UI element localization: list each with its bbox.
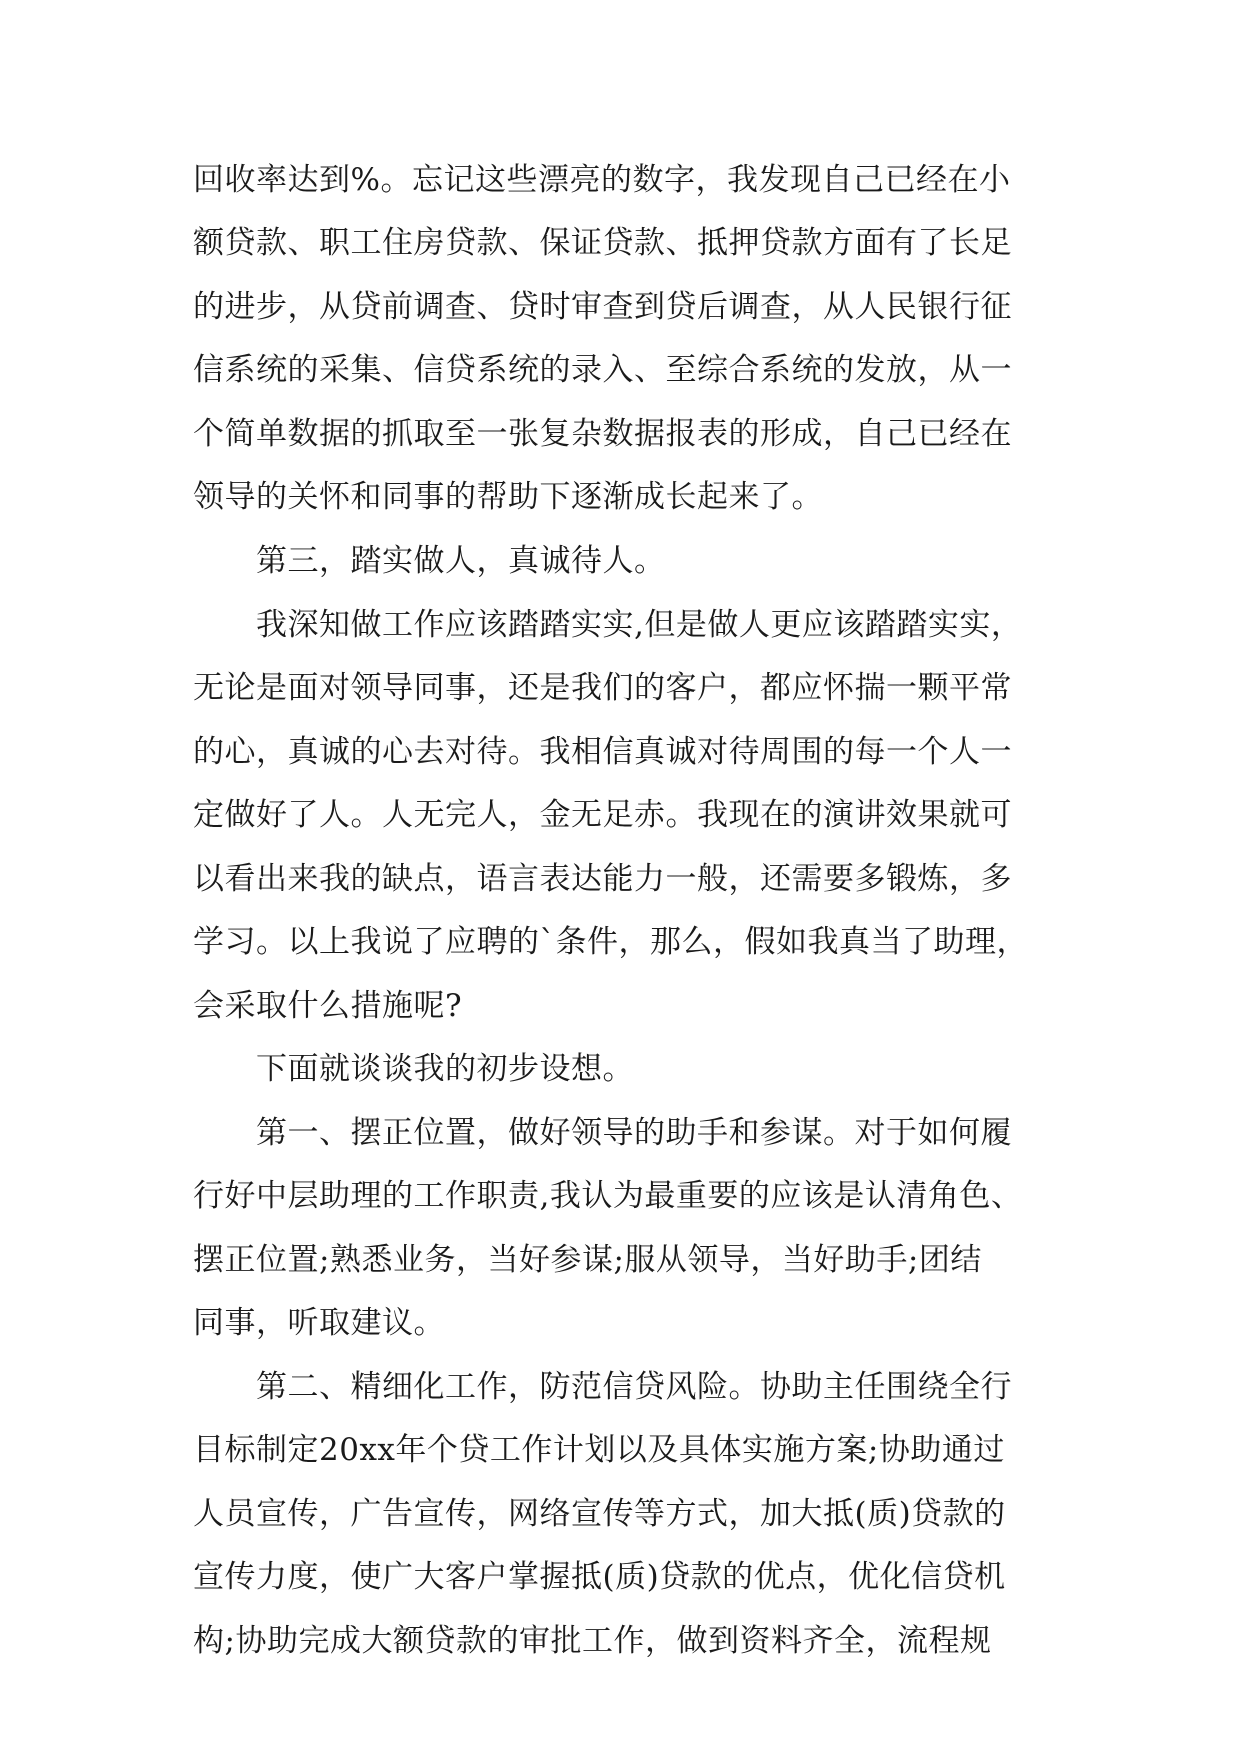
- text-line: 目标制定20xx年个贷工作计划以及具体实施方案;协助通过: [193, 1432, 1005, 1468]
- text-line: 的进步，从贷前调查、贷时审查到贷后调查，从人民银行征: [193, 289, 1012, 325]
- text-line: 以看出来我的缺点，语言表达能力一般，还需要多锻炼，多: [193, 861, 1012, 897]
- section-heading: 下面就谈谈我的初步设想。: [256, 1051, 634, 1087]
- text-line: 行好中层助理的工作职责,我认为最重要的应该是认清角色、: [193, 1178, 1023, 1214]
- text-line: 摆正位置;熟悉业务，当好参谋;服从领导，当好助手;团结: [193, 1242, 982, 1278]
- text-line: 同事，听取建议。: [193, 1305, 445, 1341]
- text-line: 第二、精细化工作，防范信贷风险。协助主任围绕全行: [256, 1369, 1012, 1405]
- text-line: 定做好了人。人无完人，金无足赤。我现在的演讲效果就可: [193, 797, 1012, 833]
- text-line: 学习。以上我说了应聘的`条件，那么，假如我真当了助理，: [193, 924, 1028, 960]
- text-line: 回收率达到%。忘记这些漂亮的数字，我发现自己已经在小: [193, 162, 1011, 198]
- text-line: 领导的关怀和同事的帮助下逐渐成长起来了。: [193, 479, 823, 515]
- text-line: 宣传力度，使广大客户掌握抵(质)贷款的优点，优化信贷机: [193, 1559, 1006, 1595]
- text-line: 无论是面对领导同事，还是我们的客户，都应怀揣一颗平常: [193, 670, 1012, 706]
- text-line: 个简单数据的抓取至一张复杂数据报表的形成，自己已经在: [193, 416, 1012, 452]
- text-line: 第一、摆正位置，做好领导的助手和参谋。对于如何履: [256, 1115, 1012, 1151]
- text-line: 我深知做工作应该踏踏实实,但是做人更应该踏踏实实，: [256, 607, 1023, 643]
- text-line: 的心，真诚的心去对待。我相信真诚对待周围的每一个人一: [193, 734, 1012, 770]
- text-line: 人员宣传，广告宣传，网络宣传等方式，加大抵(质)贷款的: [193, 1496, 1006, 1532]
- text-line: 构;协助完成大额贷款的审批工作，做到资料齐全，流程规: [193, 1623, 992, 1659]
- text-line: 会采取什么措施呢?: [193, 988, 463, 1024]
- section-heading: 第三，踏实做人，真诚待人。: [256, 543, 666, 579]
- text-line: 信系统的采集、信贷系统的录入、至综合系统的发放，从一: [193, 352, 1012, 388]
- text-line: 额贷款、职工住房贷款、保证贷款、抵押贷款方面有了长足: [193, 225, 1012, 261]
